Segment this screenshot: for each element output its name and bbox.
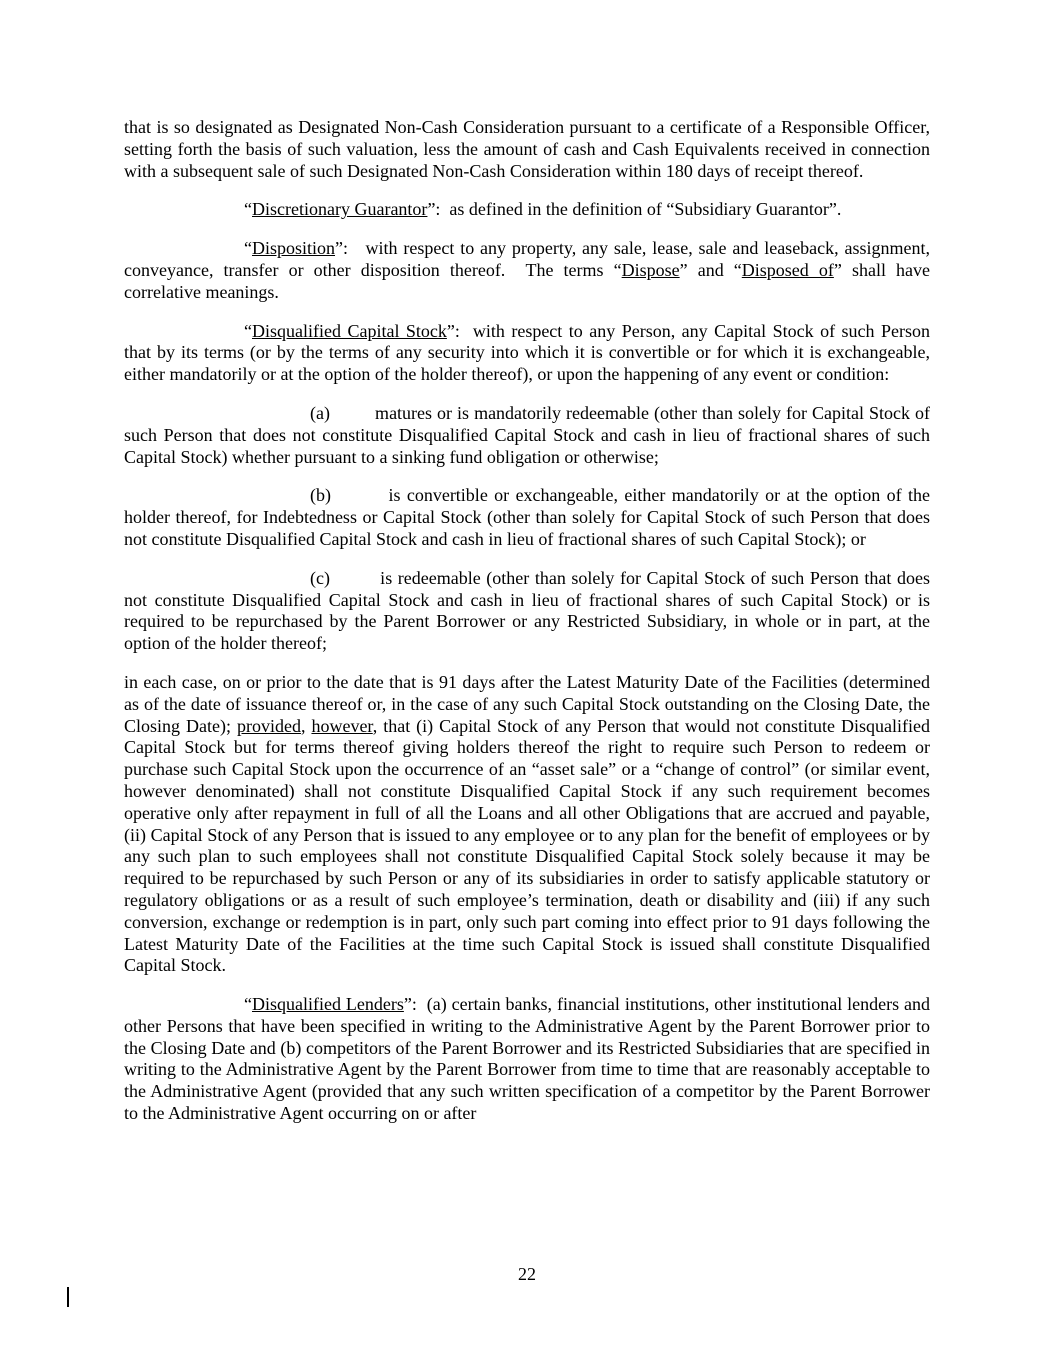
page-number: 22 [518, 1264, 536, 1284]
text-run: ”: with respect to any property, any sale, lease, sale and leaseback, assignment, conveyance, transfer or other disposition thereof. The terms “ [124, 238, 930, 280]
text-run: ” and “ [679, 259, 742, 280]
text-run: (c) is redeemable (other than solely for Capital Stock of such Person that does not constitute Disqualified Capital Stock and cash in lieu of fractional shares of such Capital Stock) or is required to be repurchased by the Parent Borrower or any Restricted Subsidiary, in whole or in part, at the option of the holder thereof; [124, 567, 930, 654]
paragraph-clause-c [124, 568, 930, 655]
text-run: “ [244, 994, 252, 1015]
defined-term: Disqualified Lenders [252, 994, 404, 1015]
text-run: ”: with respect to any Person, any Capital Stock of such Person that by its terms (or by the terms of any security into which it is convertible or for which it is exchangeable, either mandatorily or at the option of the holder thereof), or upon the happening of any event or condition: [124, 320, 931, 385]
paragraph-designated-noncash-continuation [124, 117, 930, 182]
text-run: ”: (a) certain banks, financial institutions, other institutional lenders and other Persons that have been specified in writing to the Administrative Agent by the Parent Borrower prior to the Closing Date and (b) competitors of the Parent Borrower and its Restricted Subsidiaries that are specified in writing to the Administrative Agent by the Parent Borrower from time to time that are reasonably acceptable to the Administrative Agent (provided that any such written specification of a competitor by the Parent Borrower to the Administrative Agent occurring on or after [124, 994, 931, 1124]
text-run: ” shall have correlative meanings. [124, 259, 931, 302]
text-run: “ [244, 199, 252, 220]
defined-term: Disposition [252, 238, 336, 259]
defined-term: however [311, 715, 373, 736]
text-run: (b) is convertible or exchangeable, either mandatorily or at the option of the holder thereof, for Indebtedness or Capital Stock (other than solely for Capital Stock of such Person that does not constitute Disqualified Capital Stock and cash in lieu of fractional shares of such Capital Stock); or [124, 485, 930, 549]
text-run: (a) matures or is mandatorily redeemable (other than solely for Capital Stock of such Person that does not constitute Disqualified Capital Stock and cash in lieu of fractional shares of such Capital Stock) whether pursuant to a sinking fund obligation or otherwise; [124, 402, 930, 467]
defined-term: Discretionary Guarantor [252, 199, 428, 220]
text-run: , that (i) Capital Stock of any Person that would not constitute Disqualified Capital Stock but for terms thereof giving holders thereof the right to require such Person to redeem or purchase such Capital Stock upon the occurrence of an “asset sale” or a “change of control” (or similar event, however denominated) shall not constitute Disqualified Capital Stock if any such requirement becomes operative only after repayment in full of all the Loans and all other Obligations that are accrued and payable, (ii) Capital Stock of any Person that is issued to any employee or to any plan for the benefit of employees or by any such plan to such employees shall not constitute Disqualified Capital Stock solely because it may be required to be repurchased by such Person or any of its subsidiaries in order to satisfy applicable statutory or regulatory obligations or as a result of such employee’s termination, death or disability and (iii) if any such conversion, exchange or redemption is in part, only such part coming into effect prior to 91 days following the Latest Maturity Date of the Facilities at the time such Capital Stock is issued shall constitute Disqualified Capital Stock. [124, 715, 930, 976]
text-run: , [300, 715, 312, 736]
text-run: in each case, on or prior to the date that is 91 days after the Latest Maturity Date of the Facilities (determined as of the date of issuance thereof or, in the case of any such Capital Stock outstanding on the Closing Date, the Closing Date); [124, 671, 930, 736]
change-bar-mark [67, 1287, 69, 1307]
paragraph-definition-discretionary-guarantor [124, 199, 930, 221]
defined-term: Disqualified Capital Stock [252, 320, 447, 341]
paragraph-proviso-in-each-case [124, 672, 930, 977]
paragraph-definition-disposition [124, 238, 930, 303]
paragraph-definition-disqualified-lenders [124, 994, 930, 1125]
defined-term: Dispose [621, 259, 680, 280]
defined-term: provided [236, 715, 301, 736]
text-run: ”: as defined in the definition of “Subsidiary Guarantor”. [427, 199, 842, 220]
defined-term: Disposed of [741, 259, 834, 280]
paragraph-clause-b [124, 485, 930, 550]
text-run: “ [244, 238, 252, 259]
paragraph-clause-a [124, 403, 930, 468]
text-run: that is so designated as Designated Non-Cash Consideration pursuant to a certificate of a Responsible Officer, setting forth the basis of such valuation, less the amount of cash and Cash Equivalents received in connection with a subsequent sale of such Designated Non-Cash Consideration within 180 days of receipt thereof. [124, 117, 930, 181]
text-run: “ [244, 320, 252, 341]
paragraph-definition-disqualified-capital-stock [124, 321, 930, 386]
document-body [124, 117, 930, 1142]
